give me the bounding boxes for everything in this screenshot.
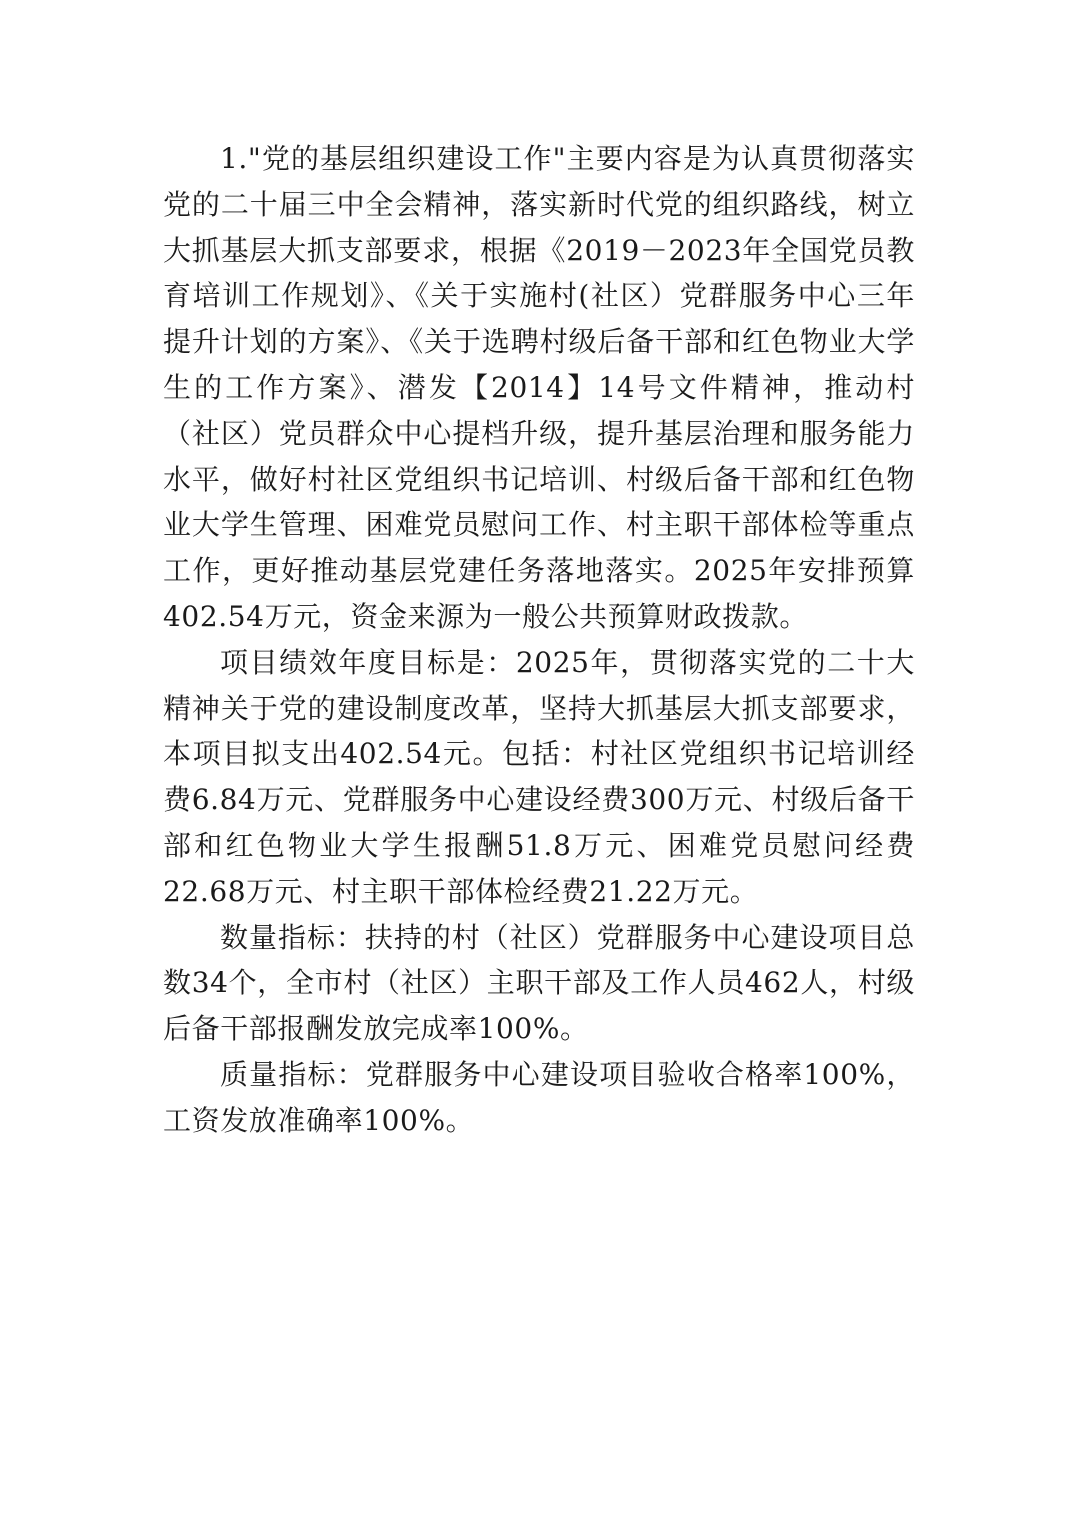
document-body bbox=[163, 136, 915, 1144]
paragraph-quality-indicators: 质量指标：党群服务中心建设项目验收合格率100%，工资发放准确率100%。 bbox=[163, 1057, 915, 1137]
paragraph-project-overview: 1."党的基层组织建设工作"主要内容是为认真贯彻落实党的二十届三中全会精神，落实新时代党的组织路线，树立大抓基层大抓支部要求，根据《2019－2023年全国党员教育培训工作规划》、《关于实施村(社区）党群服务中心三年提升计划的方案》、《关于选聘村级后备干部和红色物业大学生的工作方案》、潜发【2014】14号文件精神，推动村（社区）党员群众中心提档升级，提升基层治理和服务能力水平，做好村社区党组织书记培训、村级后备干部和红色物业大学生管理、困难党员慰问工作、村主职干部体检等重点工作，更好推动基层党建任务落地落实。2025年安排预算402.54万元，资金来源为一般公共预算财政拨款。 bbox=[163, 142, 915, 633]
paragraph-quantity-indicators: 数量指标：扶持的村（社区）党群服务中心建设项目总数34个，全市村（社区）主职干部及工作人员462人，村级后备干部报酬发放完成率100%。 bbox=[163, 920, 915, 1046]
paragraph-annual-goal: 项目绩效年度目标是：2025年，贯彻落实党的二十大精神关于党的建设制度改革，坚持大抓基层大抓支部要求，本项目拟支出402.54元。包括：村社区党组织书记培训经费6.84万元、党群服务中心建设经费300万元、村级后备干部和红色物业大学生报酬51.8万元、困难党员慰问经费22.68万元、村主职干部体检经费21.22万元。 bbox=[163, 645, 915, 908]
